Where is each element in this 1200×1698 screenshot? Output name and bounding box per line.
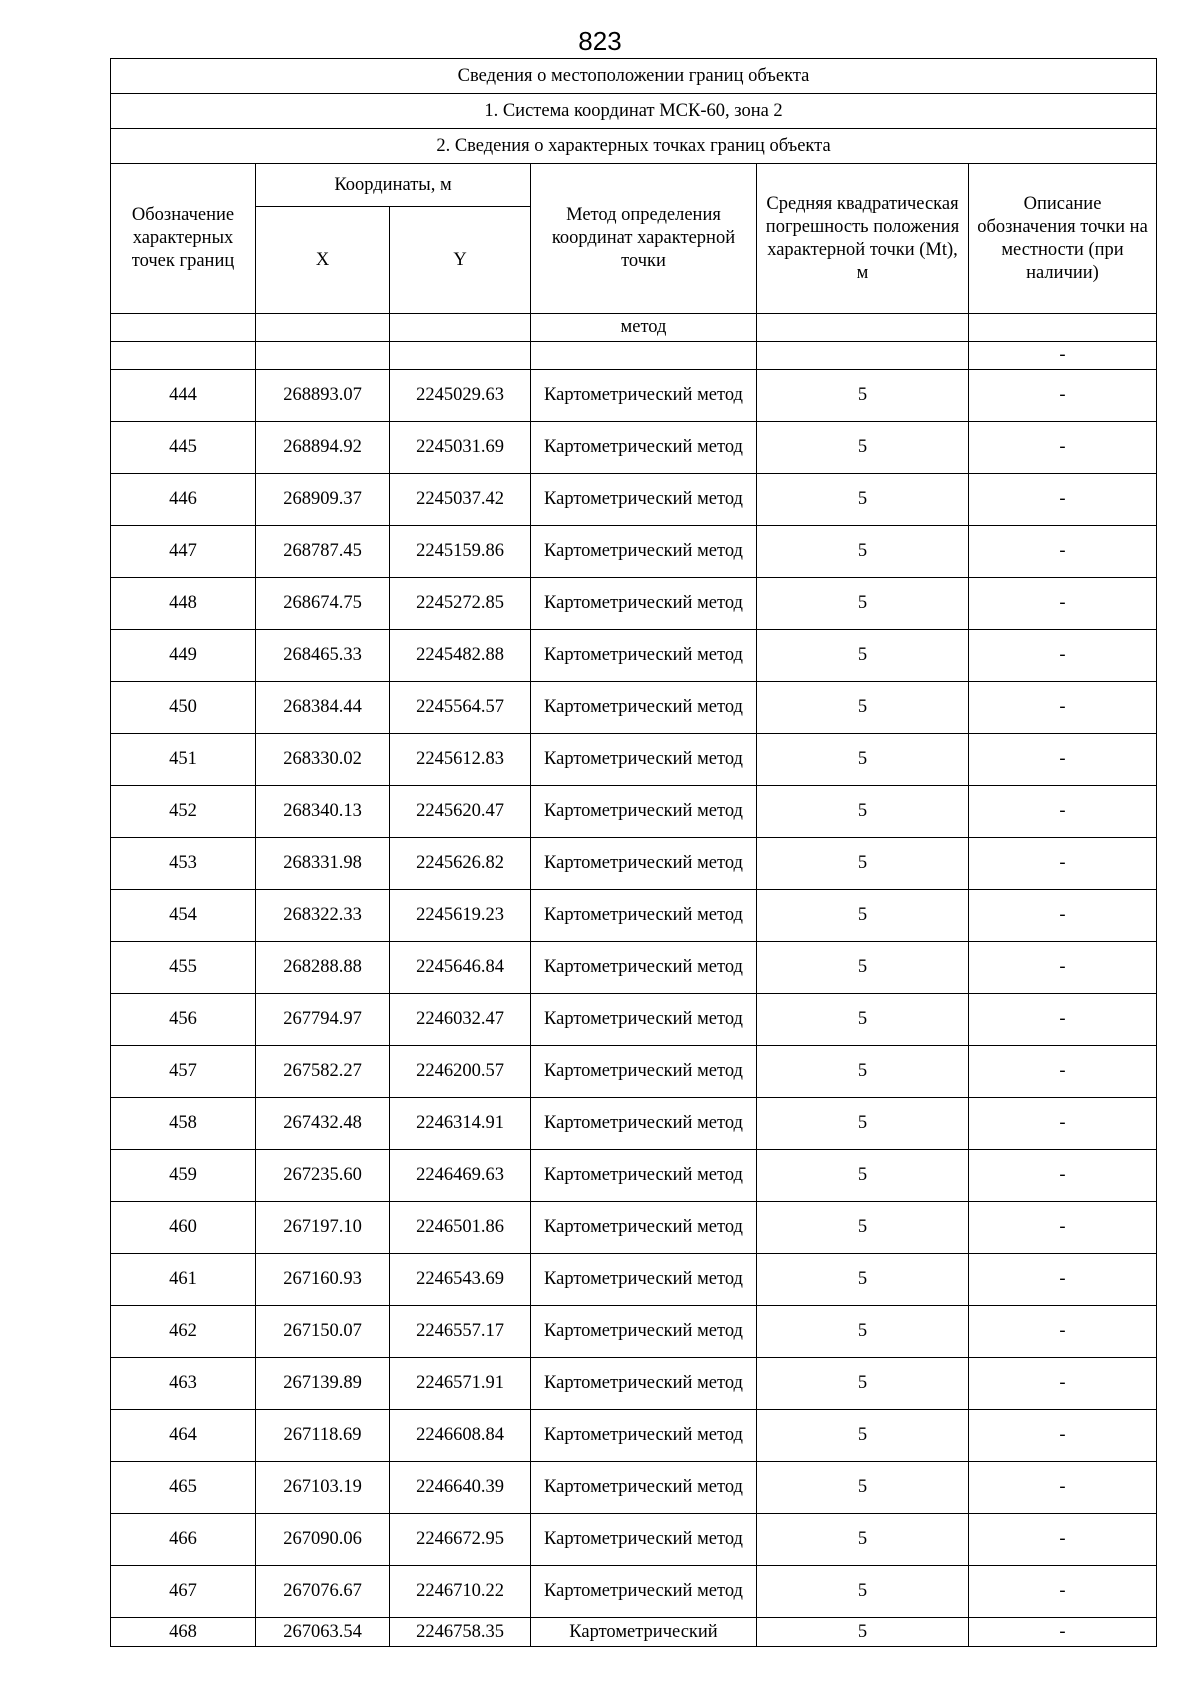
error-mt: 5 xyxy=(757,578,969,630)
col-header-description: Описание обозначения точки на местности (при наличии) xyxy=(969,164,1157,314)
method: Картометрический метод xyxy=(531,1254,757,1306)
coord-x: 267139.89 xyxy=(256,1358,390,1410)
table-row xyxy=(111,1254,1157,1306)
coord-x: 268674.75 xyxy=(256,578,390,630)
table-row xyxy=(111,422,1157,474)
error-mt: 5 xyxy=(757,1254,969,1306)
point-id: 461 xyxy=(111,1254,256,1306)
coord-y: 2245037.42 xyxy=(390,474,531,526)
col-header-x: X xyxy=(256,207,390,314)
error-mt: 5 xyxy=(757,942,969,994)
table-row xyxy=(111,1566,1157,1618)
point-id: 468 xyxy=(111,1618,256,1647)
coord-y: 2246469.63 xyxy=(390,1150,531,1202)
error-mt: 5 xyxy=(757,422,969,474)
table-row xyxy=(111,1514,1157,1566)
description: - xyxy=(969,1202,1157,1254)
coord-y: 2245626.82 xyxy=(390,838,531,890)
coord-y: 2245564.57 xyxy=(390,682,531,734)
description: - xyxy=(969,1514,1157,1566)
table-row xyxy=(111,786,1157,838)
error-mt: 5 xyxy=(757,1566,969,1618)
continuation-row xyxy=(111,314,1157,342)
method: Картометрический метод xyxy=(531,1202,757,1254)
description: - xyxy=(969,1410,1157,1462)
coord-x: 267432.48 xyxy=(256,1098,390,1150)
coord-y: 2246557.17 xyxy=(390,1306,531,1358)
description: - xyxy=(969,942,1157,994)
coord-x: 267235.60 xyxy=(256,1150,390,1202)
table-row xyxy=(111,942,1157,994)
point-id: 462 xyxy=(111,1306,256,1358)
description: - xyxy=(969,1566,1157,1618)
description: - xyxy=(969,1358,1157,1410)
table-row xyxy=(111,1098,1157,1150)
error-mt: 5 xyxy=(757,1202,969,1254)
table-row xyxy=(111,474,1157,526)
table-row xyxy=(111,1462,1157,1514)
method: Картометрический метод xyxy=(531,1566,757,1618)
description: - xyxy=(969,1150,1157,1202)
table-row xyxy=(111,578,1157,630)
point-id: 450 xyxy=(111,682,256,734)
method: Картометрический метод xyxy=(531,838,757,890)
table-title: Сведения о местоположении границ объекта xyxy=(111,59,1157,94)
point-id: 448 xyxy=(111,578,256,630)
method: Картометрический метод xyxy=(531,786,757,838)
error-mt: 5 xyxy=(757,1514,969,1566)
method: Картометрический метод xyxy=(531,1306,757,1358)
description: - xyxy=(969,526,1157,578)
point-id: 445 xyxy=(111,422,256,474)
error-mt: 5 xyxy=(757,890,969,942)
section-title: 2. Сведения о характерных точках границ объекта xyxy=(111,129,1157,164)
point-id: 466 xyxy=(111,1514,256,1566)
col-header-error: Средняя квадратическая погрешность положения характерной точки (Mt), м xyxy=(757,164,969,314)
point-id: 458 xyxy=(111,1098,256,1150)
error-mt: 5 xyxy=(757,1358,969,1410)
description: - xyxy=(969,474,1157,526)
coord-x: 267118.69 xyxy=(256,1410,390,1462)
error-mt: 5 xyxy=(757,786,969,838)
coord-y: 2245159.86 xyxy=(390,526,531,578)
method: Картометрический метод xyxy=(531,682,757,734)
description: - xyxy=(969,422,1157,474)
error-mt: 5 xyxy=(757,1462,969,1514)
method: Картометрический xyxy=(531,1618,757,1647)
point-id: 456 xyxy=(111,994,256,1046)
coord-y: 2245272.85 xyxy=(390,578,531,630)
coord-y: 2246758.35 xyxy=(390,1618,531,1647)
coord-y: 2246501.86 xyxy=(390,1202,531,1254)
table-row xyxy=(111,994,1157,1046)
table-row xyxy=(111,370,1157,422)
continuation-description: - xyxy=(969,342,1157,370)
table-row xyxy=(111,1046,1157,1098)
method: Картометрический метод xyxy=(531,1462,757,1514)
point-id: 465 xyxy=(111,1462,256,1514)
point-id: 452 xyxy=(111,786,256,838)
error-mt: 5 xyxy=(757,1618,969,1647)
coord-x: 267076.67 xyxy=(256,1566,390,1618)
point-id: 463 xyxy=(111,1358,256,1410)
method: Картометрический метод xyxy=(531,526,757,578)
coord-x: 268288.88 xyxy=(256,942,390,994)
point-id: 453 xyxy=(111,838,256,890)
coord-y: 2246672.95 xyxy=(390,1514,531,1566)
col-header-coords: Координаты, м xyxy=(256,164,531,207)
description: - xyxy=(969,1462,1157,1514)
coord-system: 1. Система координат МСК-60, зона 2 xyxy=(111,94,1157,129)
method: Картометрический метод xyxy=(531,942,757,994)
description: - xyxy=(969,786,1157,838)
table-row xyxy=(111,838,1157,890)
coord-y: 2245612.83 xyxy=(390,734,531,786)
coord-x: 268340.13 xyxy=(256,786,390,838)
coord-y: 2245619.23 xyxy=(390,890,531,942)
error-mt: 5 xyxy=(757,1150,969,1202)
method: Картометрический метод xyxy=(531,1150,757,1202)
description: - xyxy=(969,1254,1157,1306)
boundary-points-table xyxy=(110,58,1157,1647)
point-id: 446 xyxy=(111,474,256,526)
table-row xyxy=(111,1202,1157,1254)
error-mt: 5 xyxy=(757,994,969,1046)
coord-x: 267103.19 xyxy=(256,1462,390,1514)
coord-y: 2246608.84 xyxy=(390,1410,531,1462)
error-mt: 5 xyxy=(757,474,969,526)
point-id: 444 xyxy=(111,370,256,422)
error-mt: 5 xyxy=(757,1098,969,1150)
coord-x: 268787.45 xyxy=(256,526,390,578)
method: Картометрический метод xyxy=(531,734,757,786)
description: - xyxy=(969,1098,1157,1150)
error-mt: 5 xyxy=(757,1046,969,1098)
point-id: 455 xyxy=(111,942,256,994)
point-id: 457 xyxy=(111,1046,256,1098)
table-row xyxy=(111,1150,1157,1202)
coord-y: 2246032.47 xyxy=(390,994,531,1046)
coord-x: 267160.93 xyxy=(256,1254,390,1306)
table-row xyxy=(111,630,1157,682)
error-mt: 5 xyxy=(757,526,969,578)
coord-y: 2246200.57 xyxy=(390,1046,531,1098)
coord-x: 268894.92 xyxy=(256,422,390,474)
table-row xyxy=(111,890,1157,942)
description: - xyxy=(969,1046,1157,1098)
col-header-y: Y xyxy=(390,207,531,314)
error-mt: 5 xyxy=(757,1306,969,1358)
point-id: 447 xyxy=(111,526,256,578)
coord-y: 2246571.91 xyxy=(390,1358,531,1410)
coord-x: 268322.33 xyxy=(256,890,390,942)
description: - xyxy=(969,1306,1157,1358)
point-id: 467 xyxy=(111,1566,256,1618)
description: - xyxy=(969,578,1157,630)
method: Картометрический метод xyxy=(531,1046,757,1098)
description: - xyxy=(969,838,1157,890)
coord-x: 267063.54 xyxy=(256,1618,390,1647)
table-row xyxy=(111,1358,1157,1410)
coord-y: 2246543.69 xyxy=(390,1254,531,1306)
description: - xyxy=(969,994,1157,1046)
point-id: 459 xyxy=(111,1150,256,1202)
coord-x: 267794.97 xyxy=(256,994,390,1046)
coord-x: 268331.98 xyxy=(256,838,390,890)
continuation-row xyxy=(111,342,1157,370)
method: Картометрический метод xyxy=(531,1514,757,1566)
description: - xyxy=(969,890,1157,942)
description: - xyxy=(969,630,1157,682)
method: Картометрический метод xyxy=(531,370,757,422)
coord-y: 2245482.88 xyxy=(390,630,531,682)
coord-y: 2245620.47 xyxy=(390,786,531,838)
error-mt: 5 xyxy=(757,630,969,682)
table-row xyxy=(111,1618,1157,1647)
table-row xyxy=(111,1306,1157,1358)
description: - xyxy=(969,1618,1157,1647)
coord-y: 2246640.39 xyxy=(390,1462,531,1514)
coord-x: 267582.27 xyxy=(256,1046,390,1098)
error-mt: 5 xyxy=(757,838,969,890)
error-mt: 5 xyxy=(757,370,969,422)
page-number: 823 xyxy=(578,26,622,56)
method: Картометрический метод xyxy=(531,1410,757,1462)
coord-y: 2245029.63 xyxy=(390,370,531,422)
error-mt: 5 xyxy=(757,734,969,786)
error-mt: 5 xyxy=(757,682,969,734)
point-id: 464 xyxy=(111,1410,256,1462)
coord-y: 2245031.69 xyxy=(390,422,531,474)
coord-y: 2246710.22 xyxy=(390,1566,531,1618)
coord-x: 268384.44 xyxy=(256,682,390,734)
table-row xyxy=(111,526,1157,578)
method: Картометрический метод xyxy=(531,1358,757,1410)
method: Картометрический метод xyxy=(531,630,757,682)
point-id: 460 xyxy=(111,1202,256,1254)
description: - xyxy=(969,682,1157,734)
coord-x: 267197.10 xyxy=(256,1202,390,1254)
col-header-point: Обозначение характерных точек границ xyxy=(111,164,256,314)
method: Картометрический метод xyxy=(531,474,757,526)
method: Картометрический метод xyxy=(531,1098,757,1150)
method: Картометрический метод xyxy=(531,578,757,630)
description: - xyxy=(969,734,1157,786)
coord-x: 268893.07 xyxy=(256,370,390,422)
coord-x: 267090.06 xyxy=(256,1514,390,1566)
table-row xyxy=(111,734,1157,786)
method: Картометрический метод xyxy=(531,994,757,1046)
point-id: 449 xyxy=(111,630,256,682)
coord-x: 268465.33 xyxy=(256,630,390,682)
coord-x: 268330.02 xyxy=(256,734,390,786)
coord-y: 2246314.91 xyxy=(390,1098,531,1150)
coord-x: 268909.37 xyxy=(256,474,390,526)
col-header-method: Метод определения координат характерной точки xyxy=(531,164,757,314)
method: Картометрический метод xyxy=(531,890,757,942)
table-row xyxy=(111,682,1157,734)
coord-x: 267150.07 xyxy=(256,1306,390,1358)
description: - xyxy=(969,370,1157,422)
point-id: 451 xyxy=(111,734,256,786)
method: Картометрический метод xyxy=(531,422,757,474)
coord-y: 2245646.84 xyxy=(390,942,531,994)
error-mt: 5 xyxy=(757,1410,969,1462)
point-id: 454 xyxy=(111,890,256,942)
table-row xyxy=(111,1410,1157,1462)
continuation-method: метод xyxy=(531,314,757,342)
